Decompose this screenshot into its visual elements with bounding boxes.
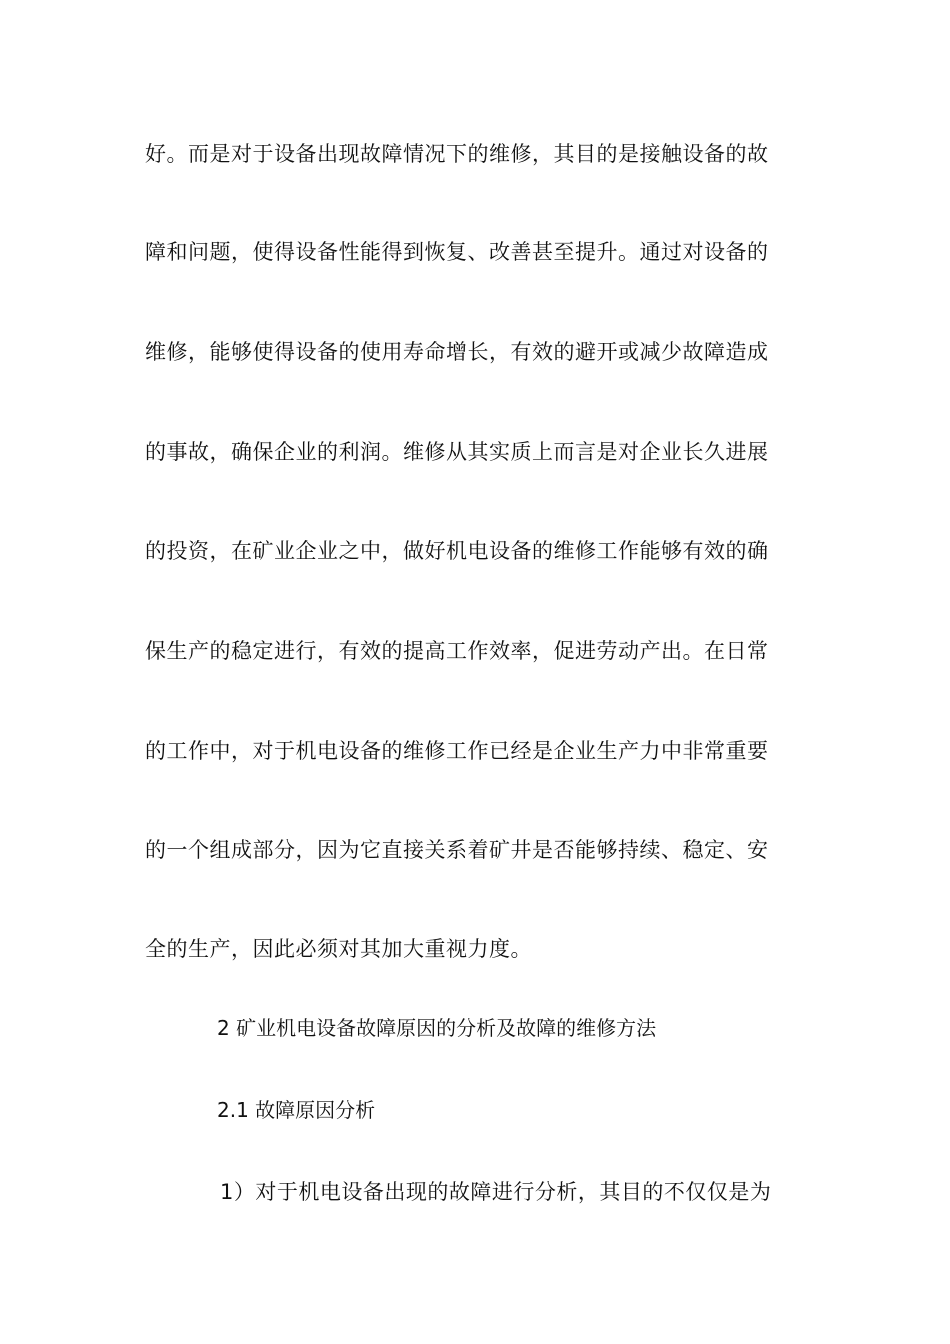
paragraph-line: 的事故，确保企业的利润。维修从其实质上而言是对企业长久进展 bbox=[145, 440, 769, 464]
paragraph-line: 的一个组成部分，因为它直接关系着矿井是否能够持续、稳定、安 bbox=[145, 838, 769, 862]
list-item: 1）对于机电设备出现的故障进行分析，其目的不仅仅是为 bbox=[220, 1180, 772, 1204]
paragraph-line: 保生产的稳定进行，有效的提高工作效率，促进劳动产出。在日常 bbox=[145, 639, 769, 663]
paragraph-line: 的投资，在矿业企业之中，做好机电设备的维修工作能够有效的确 bbox=[145, 539, 769, 563]
subsection-heading: 2.1 故障原因分析 bbox=[217, 1098, 376, 1122]
paragraph-line: 好。而是对于设备出现故障情况下的维修，其目的是接触设备的故 bbox=[145, 142, 769, 166]
paragraph-line: 障和问题，使得设备性能得到恢复、改善甚至提升。通过对设备的 bbox=[145, 240, 769, 264]
paragraph-line: 维修，能够使得设备的使用寿命增长，有效的避开或减少故障造成 bbox=[145, 340, 769, 364]
section-heading: 2 矿业机电设备故障原因的分析及故障的维修方法 bbox=[217, 1016, 657, 1040]
paragraph-line: 全的生产，因此必须对其加大重视力度。 bbox=[145, 937, 532, 961]
paragraph-line: 的工作中，对于机电设备的维修工作已经是企业生产力中非常重要 bbox=[145, 739, 769, 763]
